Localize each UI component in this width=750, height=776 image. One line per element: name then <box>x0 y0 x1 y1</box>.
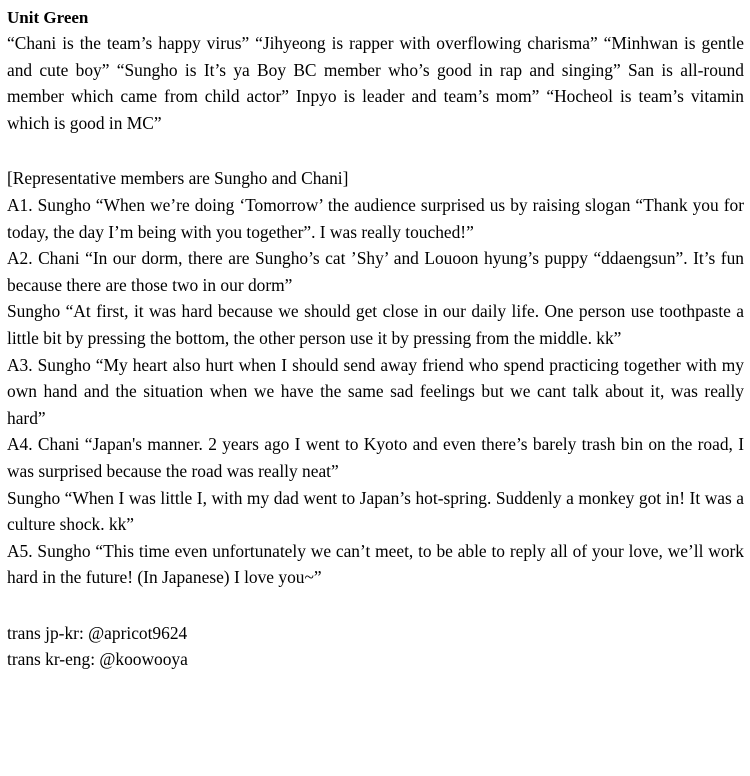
document-title: Unit Green <box>7 8 89 27</box>
answer-a2: A2. Chani “In our dorm, there are Sungho’s cat ’Shy’ and Louoon hyung’s puppy “ddaengsun”. It’s fun because there are those two in our dorm” <box>7 248 744 295</box>
spacer <box>7 591 744 620</box>
credit-kr-eng: trans kr-eng: @koowooya <box>7 648 188 669</box>
answer-a4: A4. Chani “Japan's manner. 2 years ago I went to Kyoto and even there’s barely trash bin on the road, I was surprised because the road was really neat” <box>7 434 744 481</box>
intro-paragraph: “Chani is the team’s happy virus” “Jihyeong is rapper with overflowing charisma” “Minhwan is gentle and cute boy” “Sungho is It’s ya Boy BC member who’s good in rap and singing” San is all-round member which came from child actor” Inpyo is leader and team’s mom” “Hocheol is team’s vitamin which is good in MC” <box>7 33 744 133</box>
spacer <box>7 136 744 165</box>
answer-a2-sungho: Sungho “At first, it was hard because we should get close in our daily life. One person use toothpaste a little bit by pressing the bottom, the other person use it by pressing from the middle. kk” <box>7 301 744 348</box>
answer-a1: A1. Sungho “When we’re doing ‘Tomorrow’ the audience surprised us by raising slogan “Thank you for today, the day I’m being with you together”. I was really touched!” <box>7 194 744 242</box>
answer-a4-sungho: Sungho “When I was little I, with my dad went to Japan’s hot-spring. Suddenly a monkey got in! It was a culture shock. kk” <box>7 487 744 535</box>
answer-a5: A5. Sungho “This time even unfortunately we can’t meet, to be able to reply all of your love, we’ll work hard in the future! (In Japanese) I love you~” <box>7 540 744 588</box>
document <box>7 5 744 672</box>
credit-jp-kr: trans jp-kr: @apricot9624 <box>7 622 188 643</box>
section-heading: [Representative members are Sungho and Chani] <box>7 168 349 189</box>
answer-a3: A3. Sungho “My heart also hurt when I should send away friend who spend practicing together with my own hand and the situation when we have the same sad feelings but we cant talk about it, was really hard” <box>7 354 744 428</box>
